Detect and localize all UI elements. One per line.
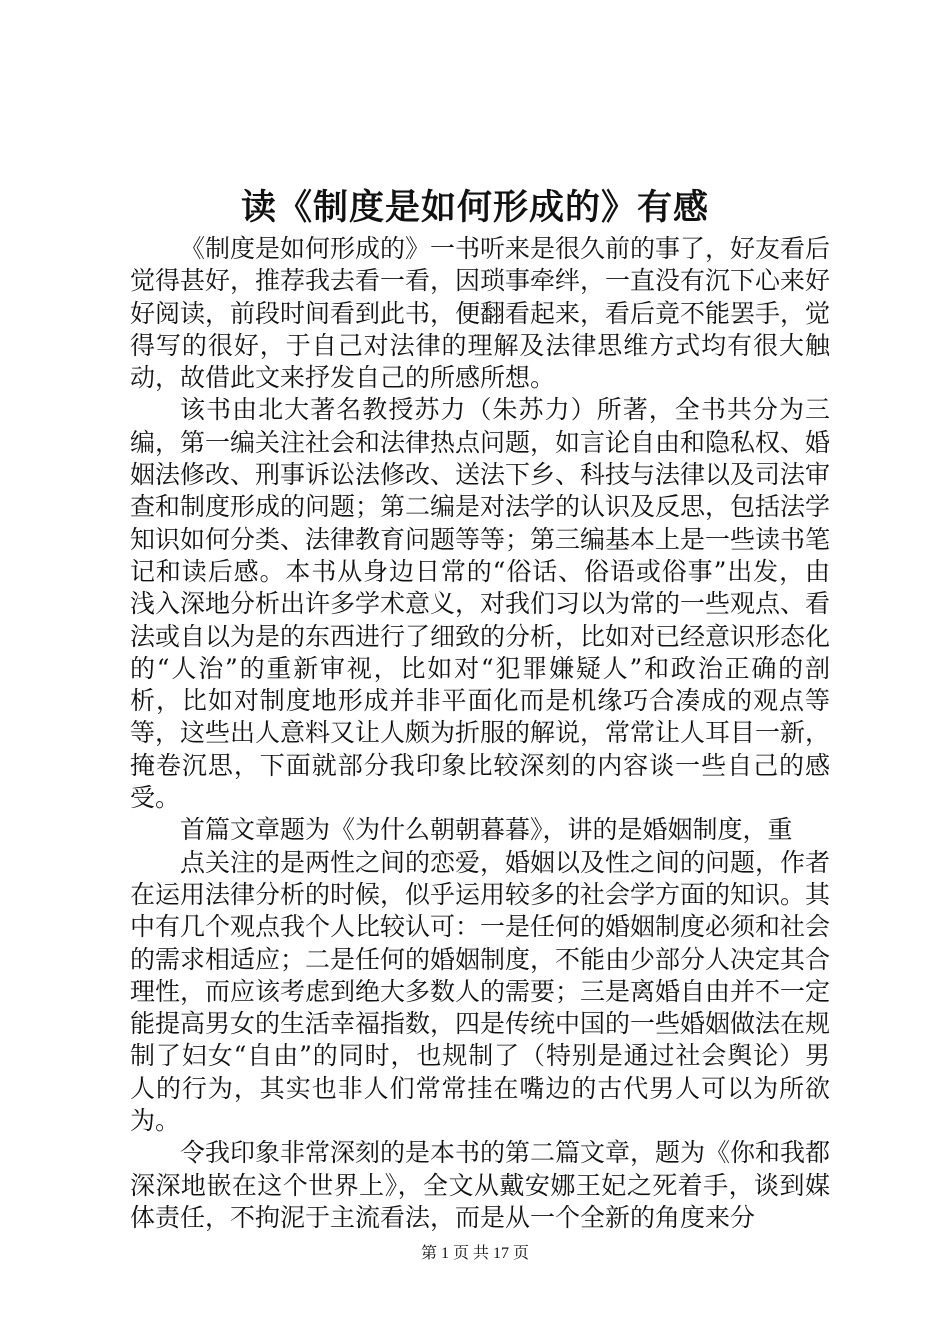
- paragraph-second-article: 令我印象非常深刻的是本书的第二篇文章，题为《你和我都深深地嵌在这个世界上》，全文从戴安娜王妃之死着手，谈到媒体责任，不拘泥于主流看法，而是从一个全新的角度来分: [130, 1138, 831, 1232]
- paragraph-book-overview: 该书由北大著名教授苏力（朱苏力）所著，全书共分为三编，第一编关注社会和法律热点问题，如言论自由和隐私权、婚姻法修改、刑事诉讼法修改、送法下乡、科技与法律以及司法审查和制度形成的问题；第二编是对法学的认识及反思，包括法学知识如何分类、法律教育问题等等；第三编基本上是一些读书笔记和读后感。本书从身边日常的“俗话、俗语或俗事”出发，由浅入深地分析出许多学术意义，对我们习以为常的一些观点、看法或自以为是的东西进行了细致的分析，比如对已经意识形态化的“人治”的重新审视，比如对“犯罪嫌疑人”和政治正确的剖析，比如对制度地形成并非平面化而是机缘巧合凑成的观点等等，这些出人意料又让人颇为折服的解说，常常让人耳目一新，掩卷沉思，下面就部分我印象比较深刻的内容谈一些自己的感受。: [130, 395, 831, 813]
- document-body: [130, 233, 830, 1234]
- page-number-footer: 第 1 页 共 17 页: [420, 1245, 529, 1262]
- paragraph-marriage-views: 点关注的是两性之间的恋爱，婚姻以及性之间的问题，作者在运用法律分析的时候，似乎运用较多的社会学方面的知识。其中有几个观点我个人比较认可：一是任何的婚姻制度必须和社会的需求相适应；二是任何的婚姻制度，不能由少部分人决定其合理性，而应该考虑到绝大多数人的需要；三是离婚自由并不一定能提高男女的生活幸福指数，四是传统中国的一些婚姻做法在规制了妇女“自由”的同时，也规制了（特别是通过社会舆论）男人的行为，其实也非人们常常挂在嘴边的古代男人可以为所欲为。: [130, 847, 831, 1136]
- paragraph-intro: 《制度是如何形成的》一书听来是很久前的事了，好友看后觉得甚好，推荐我去看一看，因琐事牵绊，一直没有沉下心来好好阅读，前段时间看到此书，便翻看起来，看后竟不能罢手，觉得写的很好，于自己对法律的理解及法律思维方式均有很大触动，故借此文来抒发自己的所感所想。: [130, 234, 831, 393]
- paragraph-first-article: 首篇文章题为《为什么朝朝暮暮》，讲的是婚姻制度，重: [180, 815, 793, 845]
- document-title: 读《制度是如何形成的》有感: [240, 187, 709, 228]
